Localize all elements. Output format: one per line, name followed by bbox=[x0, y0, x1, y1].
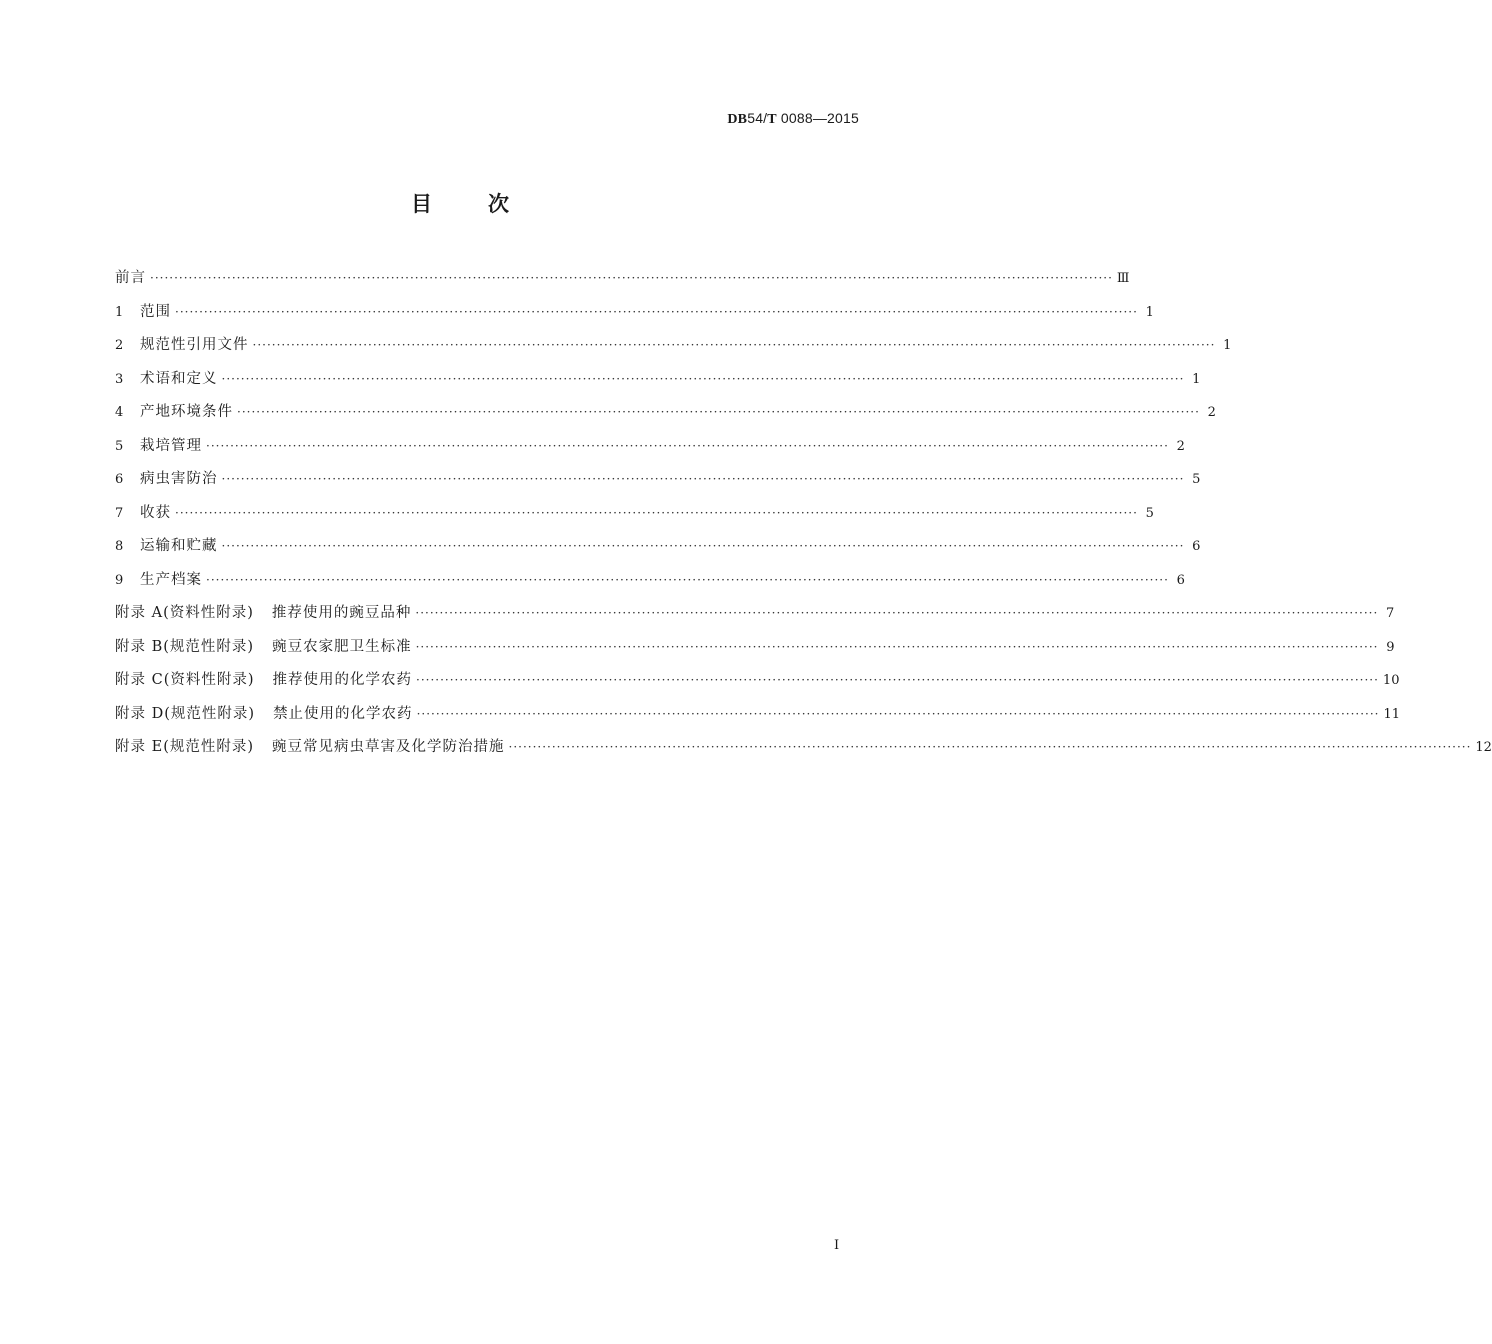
page-title: 目次 bbox=[411, 192, 565, 216]
toc-entry-subtitle: 推荐使用的化学农药 bbox=[272, 672, 413, 688]
toc-entry-title-main: 附录 D(规范性附录) bbox=[115, 705, 256, 722]
standard-code-prefix: DB bbox=[727, 112, 748, 127]
toc-leader-dots: ········································································································································································································ bbox=[416, 673, 1379, 687]
toc-leader-dots: ········································································································································································································ bbox=[150, 271, 1113, 285]
toc-entry-title-main: 栽培管理 bbox=[140, 437, 202, 454]
toc-leader-dots: ········································································································································································································ bbox=[206, 438, 1169, 453]
toc-entry-title bbox=[115, 735, 505, 760]
toc-entry-title-main: 规范性引用文件 bbox=[140, 337, 249, 353]
toc-entry[interactable] bbox=[115, 300, 1154, 334]
toc-entry-page: 6 bbox=[1176, 572, 1185, 588]
toc-entry-page: 5 bbox=[1145, 505, 1154, 521]
standard-code-year: 0088—2015 bbox=[776, 110, 859, 126]
standard-code-number: 54/ bbox=[747, 110, 768, 126]
toc-entry-page: Ⅲ bbox=[1116, 271, 1130, 286]
standard-code bbox=[727, 110, 859, 128]
toc-entry-page: 1 bbox=[1192, 371, 1201, 387]
toc-entry-title-main: 附录 C(资料性附录) bbox=[115, 672, 255, 688]
toc-entry[interactable] bbox=[115, 601, 1395, 635]
toc-entry-number: 9 bbox=[115, 572, 124, 588]
toc-entry[interactable] bbox=[115, 333, 1232, 367]
toc-entry[interactable] bbox=[115, 702, 1400, 736]
toc-entry-page: 5 bbox=[1192, 472, 1201, 487]
toc-entry-number: 4 bbox=[115, 405, 124, 420]
toc-entry[interactable] bbox=[115, 501, 1154, 535]
toc-entry-title bbox=[140, 501, 171, 526]
standard-code-t: T bbox=[767, 112, 777, 127]
toc-entry[interactable] bbox=[115, 534, 1201, 568]
toc-entry-number: 7 bbox=[115, 505, 124, 521]
toc-entry-title bbox=[140, 333, 249, 358]
toc-entry[interactable] bbox=[115, 400, 1216, 434]
toc-entry-subtitle: 禁止使用的化学农药 bbox=[273, 705, 413, 722]
toc-entry[interactable] bbox=[115, 467, 1201, 501]
page-number: I bbox=[834, 1238, 840, 1253]
toc-entry-page: 12 bbox=[1475, 740, 1492, 755]
toc-entry-title-main: 产地环境条件 bbox=[140, 404, 233, 420]
toc-entry-subtitle: 推荐使用的豌豆品种 bbox=[271, 605, 412, 621]
toc-entry-page: 11 bbox=[1383, 706, 1400, 722]
toc-leader-dots: ········································································································································································································ bbox=[221, 371, 1185, 386]
toc-entry-page: 10 bbox=[1382, 673, 1400, 688]
toc-entry[interactable] bbox=[115, 367, 1201, 401]
toc-entry-number: 5 bbox=[115, 438, 124, 454]
toc-leader-dots: ········································································································································································································ bbox=[415, 606, 1379, 620]
toc-entry-number: 1 bbox=[115, 304, 124, 320]
toc-leader-dots: ········································································································································································································ bbox=[252, 338, 1216, 352]
toc-leader-dots: ········································································································································································································ bbox=[416, 706, 1380, 721]
toc-leader-dots: ········································································································································································································ bbox=[221, 472, 1185, 486]
toc-entry-title-main: 生产档案 bbox=[140, 571, 202, 588]
toc-entry[interactable] bbox=[115, 568, 1185, 602]
toc-entry-title bbox=[115, 668, 412, 693]
toc-entry-title bbox=[140, 534, 218, 559]
toc-entry-title-main: 附录 E(规范性附录) bbox=[115, 739, 255, 755]
toc-entry[interactable] bbox=[115, 266, 1130, 300]
toc-entry-title-main: 附录 A(资料性附录) bbox=[115, 605, 254, 621]
toc-entry-title bbox=[115, 266, 146, 291]
toc-entry-page: 1 bbox=[1145, 304, 1154, 320]
toc-entry-title bbox=[115, 635, 412, 660]
toc-entry-page: 2 bbox=[1207, 405, 1216, 420]
toc-entry-page: 7 bbox=[1386, 606, 1395, 621]
toc-entry-page: 2 bbox=[1176, 438, 1185, 454]
toc-entry[interactable] bbox=[115, 668, 1400, 702]
toc-leader-dots: ········································································································································································································ bbox=[237, 405, 1200, 419]
toc-leader-dots: ········································································································································································································ bbox=[206, 572, 1169, 587]
toc-leader-dots: ········································································································································································································ bbox=[508, 740, 1472, 754]
toc-entry-title-main: 术语和定义 bbox=[140, 370, 218, 387]
toc-entry-title bbox=[140, 367, 218, 392]
toc-entry-title bbox=[140, 300, 171, 325]
toc-entry-title bbox=[140, 568, 202, 593]
toc-entry-page: 9 bbox=[1386, 639, 1395, 655]
toc-entry-title bbox=[140, 467, 218, 492]
toc-entry-title-main: 附录 B(规范性附录) bbox=[115, 638, 255, 655]
toc-entry-title-main: 范围 bbox=[140, 303, 171, 320]
toc-entry-title bbox=[140, 400, 233, 425]
toc-entry-title-main: 前言 bbox=[115, 270, 146, 286]
toc-leader-dots: ········································································································································································································ bbox=[175, 304, 1138, 319]
toc-entry-number: 3 bbox=[115, 371, 124, 387]
toc-leader-dots: ········································································································································································································ bbox=[415, 639, 1379, 654]
toc-entry-page: 1 bbox=[1223, 338, 1232, 353]
toc-leader-dots: ········································································································································································································ bbox=[175, 505, 1138, 520]
toc-entry-title bbox=[115, 601, 411, 626]
toc-entry-number: 6 bbox=[115, 472, 124, 487]
toc-entry-title bbox=[140, 434, 202, 459]
toc-entry-title-main: 病虫害防治 bbox=[140, 471, 218, 487]
toc-entry-subtitle: 豌豆农家肥卫生标准 bbox=[272, 638, 412, 655]
toc-entry-title-main: 运输和贮藏 bbox=[140, 538, 218, 554]
toc-entry[interactable] bbox=[115, 434, 1185, 468]
toc-entry[interactable] bbox=[115, 735, 1492, 769]
toc-leader-dots: ········································································································································································································ bbox=[221, 539, 1185, 553]
table-of-contents bbox=[115, 266, 1492, 769]
toc-entry-subtitle: 豌豆常见病虫草害及化学防治措施 bbox=[272, 739, 505, 755]
toc-entry-page: 6 bbox=[1192, 539, 1201, 554]
toc-entry-number: 8 bbox=[115, 539, 124, 554]
toc-entry-title bbox=[115, 702, 413, 727]
toc-entry-number: 2 bbox=[115, 338, 124, 353]
toc-entry[interactable] bbox=[115, 635, 1395, 669]
toc-entry-title-main: 收获 bbox=[140, 504, 171, 521]
